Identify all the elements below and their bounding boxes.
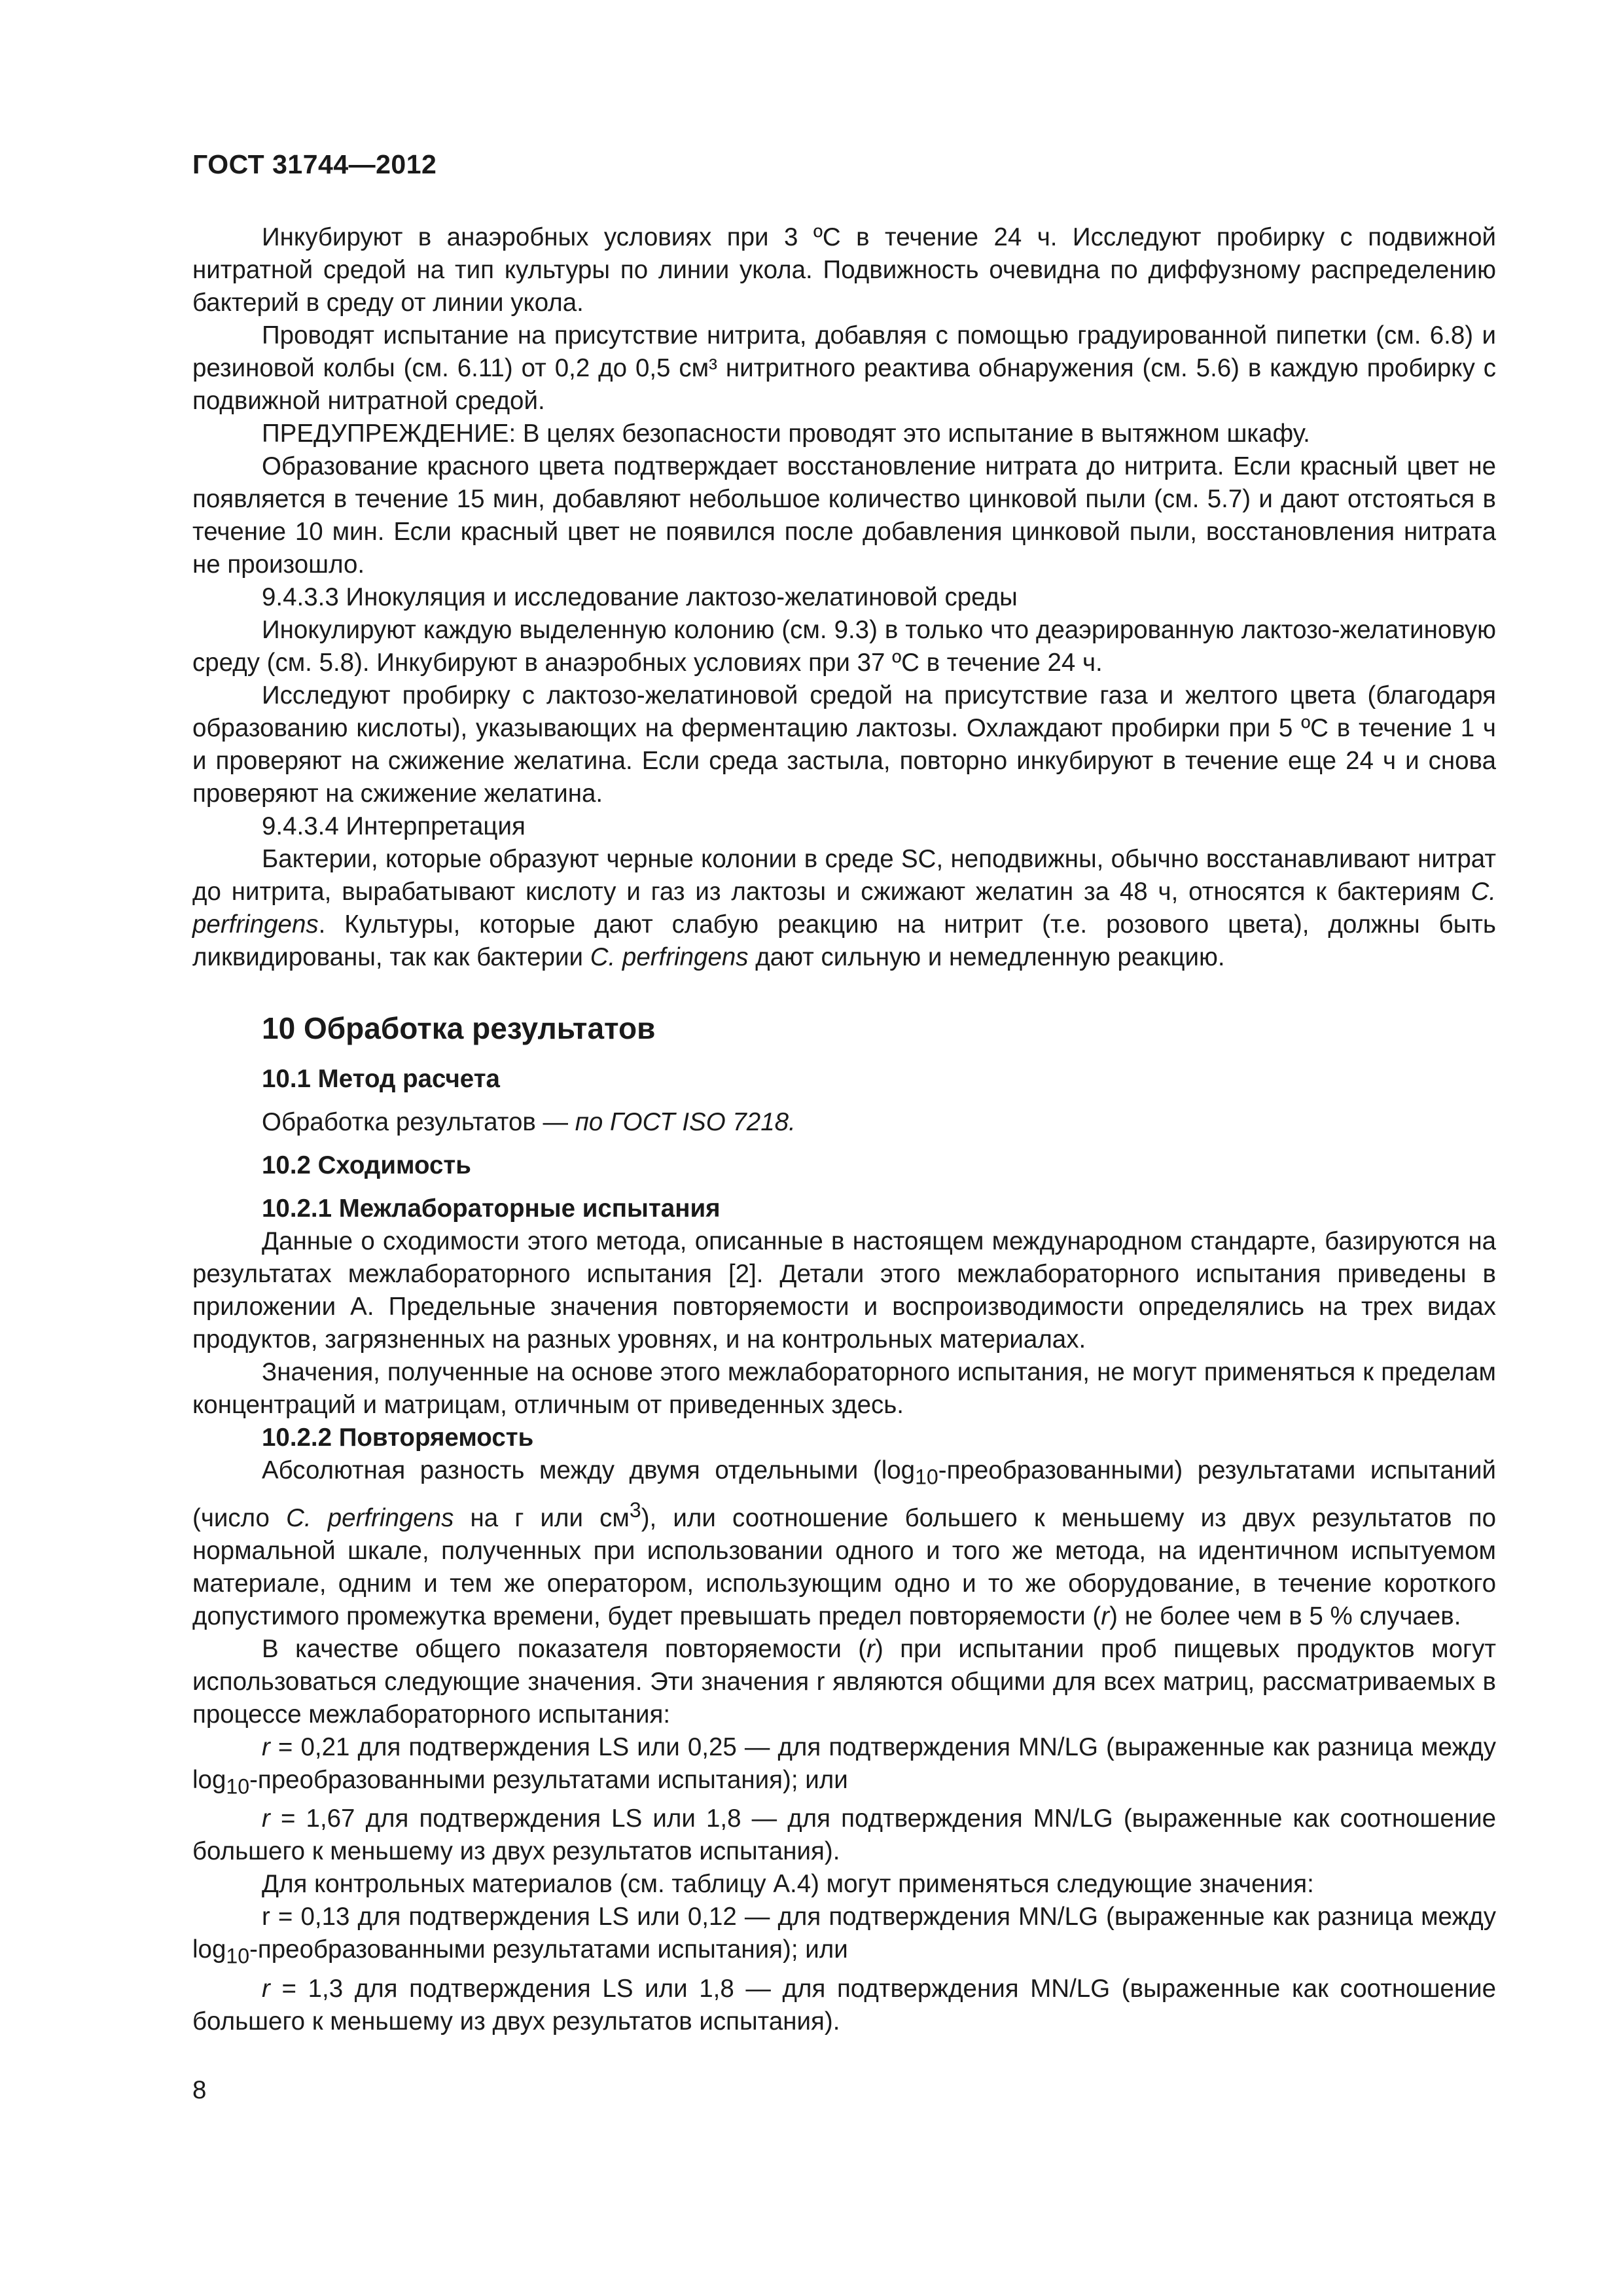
subsection-9-4-3-4: 9.4.3.4 Интерпретация <box>262 812 526 840</box>
section-10-2-2-heading: 10.2.2 Повторяемость <box>262 1424 534 1452</box>
paragraph-control-materials: Для контрольных материалов (см. таблицу А.4) могут применяться следующие значения: <box>262 1870 1314 1899</box>
paragraph-nitrite-test: Проводят испытание на присутствие нитрита, добавляя с помощью градуированной пипетки (см. 6.8) и резиновой колбы (см. 6.11) от 0,2 до 0,5 см³ нитритного реактива обнаружения (см. 5.6) в каждую пробирку с подвижной нитратной средой. <box>192 321 1496 415</box>
paragraph-r-value-3: r = 0,13 для подтверждения LS или 0,12 — для подтверждения MN/LG (выраженные как разница между $\log_{10}$-преобразованными результатами испытания); или <box>192 1903 1496 1968</box>
page-number: 8 <box>192 2076 207 2104</box>
paragraph-precision-data: Данные о сходимости этого метода, описанные в настоящем международном стандарте, базируются на результатах межлабораторного испытания [2]. Детали этого межлабораторного испытания приведены в приложении А. Предельные значения повторяемости и воспроизводимости определялись на трех видах продуктов, загрязненных на разных уровнях, и на контрольных материалах. <box>192 1227 1496 1354</box>
paragraph-warning: ПРЕДУПРЕЖДЕНИЕ: В целях безопасности проводят это испытание в вытяжном шкафу. <box>262 420 1310 448</box>
paragraph-calculation-method: Обработка результатов — по ГОСТ ISO 7218. <box>262 1108 796 1136</box>
standard-code-header: ГОСТ 31744—2012 <box>192 149 437 179</box>
section-10-2-heading: 10.2 Сходимость <box>262 1151 471 1179</box>
paragraph-r-value-2: r = 1,67 для подтверждения LS или 1,8 — для подтверждения MN/LG (выраженные как соотношение большего к меньшему из двух результатов испытания). <box>192 1804 1496 1866</box>
paragraph-r-value-1: r = 0,21 для подтверждения LS или 0,25 — для подтверждения MN/LG (выраженные как разница между $\log_{10}$-преобразованными результатами испытания); или <box>192 1732 1496 1799</box>
section-10-2-1-heading: 10.2.1 Межлабораторные испытания <box>262 1194 721 1223</box>
paragraph-red-color: Образование красного цвета подтверждает восстановление нитрата до нитрита. Если красный цвет не появляется в течение 15 мин, добавляют небольшое количество цинковой пыли (см. 5.7) и дают отстояться в течение 10 мин. Если красный цвет не появился после добавления цинковой пыли, восстановления нитрата не произошло. <box>192 452 1496 579</box>
paragraph-incubation: Инкубируют в анаэробных условиях при 3 ºС в течение 24 ч. Исследуют пробирку с подвижной нитратной средой на тип культуры по линии укола. Подвижность очевидна по диффузному распределению бактерий в среду от линии укола. <box>192 223 1496 317</box>
paragraph-r-value-4: r = 1,3 для подтверждения LS или 1,8 — для подтверждения MN/LG (выраженные как соотношение большего к меньшему из двух результатов испытания). <box>192 1974 1496 2036</box>
paragraph-repeatability-definition: Абсолютная разность между двумя отдельными $(\log_{10}-преобразованными)$ результатами испытаний (число C. perfringens на г или $см^3$), или соотношение большего к меньшему из двух результатов по нормальной шкале, полученных при использовании одного и того же метода, на идентичном испытуемом материале, одним и тем же оператором, использующим одно и то же оборудование, в течение короткого допустимого промежутка времени, будет превышать предел повторяемости (r) не более чем в 5 % случаев. <box>192 1456 1497 1630</box>
page-body <box>192 221 1496 2038</box>
paragraph-lactose-gelatin: Исследуют пробирку с лактозо-желатиновой средой на присутствие газа и желтого цвета (благодаря образованию кислоты), указывающих на ферментацию лактозы. Охлаждают пробирки при 5 ºС в течение 1 ч и проверяют на сжижение желатина. Если среда застыла, повторно инкубируют в течение еще 24 ч и снова проверяют на сжижение желатина. <box>192 681 1496 808</box>
paragraph-inoculation: Инокулируют каждую выделенную колонию (см. 9.3) в только что деаэрированную лактозо-желатиновую среду (см. 5.8). Инкубируют в анаэробных условиях при 37 ºС в течение 24 ч. <box>192 616 1496 677</box>
section-10-1-heading: 10.1 Метод расчета <box>262 1065 500 1093</box>
paragraph-repeatability-general: В качестве общего показателя повторяемости (r) при испытании проб пищевых продуктов могут использоваться следующие значения. Эти значения r являются общими для всех матриц, рассматриваемых в процессе межлабораторного испытания: <box>192 1634 1496 1729</box>
subsection-9-4-3-3: 9.4.3.3 Инокуляция и исследование лактозо-желатиновой среды <box>262 583 1018 611</box>
paragraph-interpretation: Бактерии, которые образуют черные колонии в среде SC, неподвижны, обычно восстанавливают нитрат до нитрита, вырабатывают кислоту и газ из лактозы и сжижают желатин за 48 ч, относятся к бактериям C. perfringens. Культуры, которые дают слабую реакцию на нитрит (т.е. розового цвета), должны быть ликвидированы, так как бактерии C. perfringens дают сильную и немедленную реакцию. <box>192 845 1496 971</box>
section-10-heading: 10 Обработка результатов <box>262 1011 656 1045</box>
paragraph-values-limits: Значения, полученные на основе этого межлабораторного испытания, не могут применяться к пределам концентраций и матрицам, отличным от приведенных здесь. <box>192 1358 1496 1419</box>
